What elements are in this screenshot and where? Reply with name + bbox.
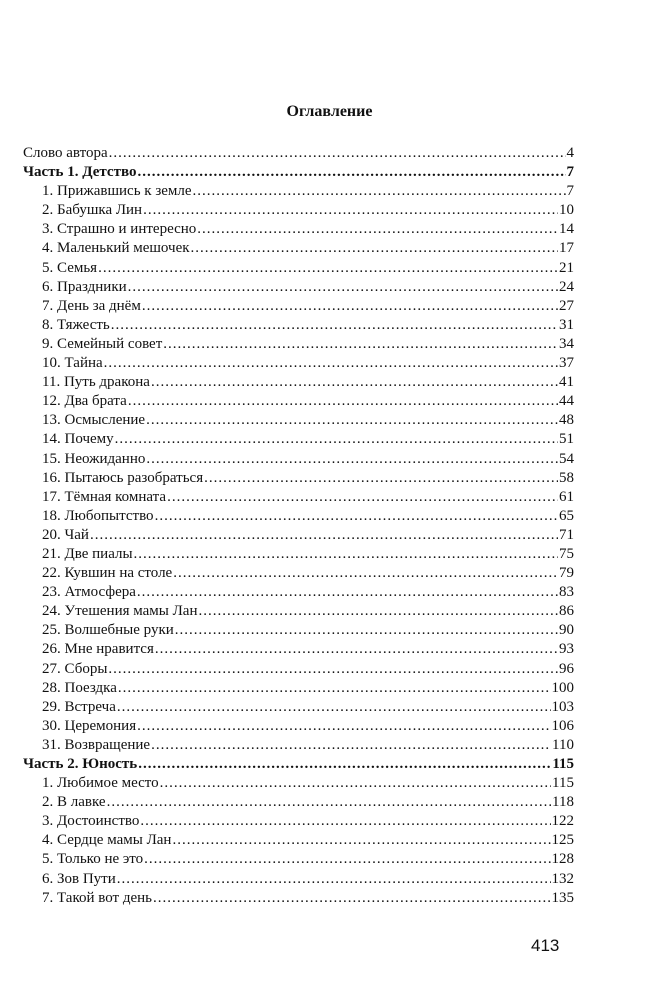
dot-leader [197, 220, 558, 239]
toc-entry-label: 1. Любимое место [42, 775, 159, 792]
toc-entry [23, 354, 574, 373]
toc-entry-page: 7 [566, 164, 574, 181]
dot-leader [107, 793, 551, 812]
toc-entry-page: 83 [559, 584, 574, 601]
toc-entry-page: 17 [559, 240, 574, 257]
toc-entry-label: 21. Две пиалы [42, 545, 133, 562]
toc-entry-page: 54 [559, 450, 574, 467]
dot-leader [167, 488, 558, 507]
dot-leader [108, 660, 558, 679]
toc-entry-page: 128 [551, 851, 574, 868]
toc-entry-label: 22. Кувшин на столе [42, 565, 173, 582]
toc-entry [23, 316, 574, 335]
toc-entry-label: 5. Семья [42, 259, 98, 276]
dot-leader [118, 679, 551, 698]
toc-entry-label: 29. Встреча [42, 698, 116, 715]
dot-leader [90, 526, 558, 545]
toc-entry-page: 75 [559, 545, 574, 562]
dot-leader [146, 450, 558, 469]
dot-leader [191, 239, 558, 258]
toc-entry [23, 736, 574, 755]
dot-leader [173, 564, 558, 583]
toc-entry-page: 135 [551, 889, 574, 906]
toc-entry-page: 65 [559, 507, 574, 524]
toc-entry-page: 93 [559, 641, 574, 658]
toc-entry-page: 58 [559, 469, 574, 486]
dot-leader [128, 278, 558, 297]
toc-entry-page: 100 [551, 679, 574, 696]
toc-entry-label: 4. Сердце мамы Лан [42, 832, 172, 849]
toc-entry-label: 12. Два брата [42, 393, 127, 410]
toc-entry-label: Слово автора [23, 145, 108, 161]
dot-leader [115, 430, 558, 449]
toc-entry-page: 86 [559, 603, 574, 620]
toc-entry-page: 41 [559, 374, 574, 391]
dot-leader [111, 316, 558, 335]
dot-leader [109, 144, 566, 163]
toc-entry-page: 90 [559, 622, 574, 639]
toc-entry-page: 51 [559, 431, 574, 448]
toc-part-entry [23, 163, 574, 182]
toc-entry [23, 889, 574, 908]
toc-entry-label: 27. Сборы [42, 660, 108, 677]
toc-entry-page: 21 [559, 259, 574, 276]
toc-entry-page: 34 [559, 335, 574, 352]
toc-entry [23, 450, 574, 469]
toc-entry-label: Часть 1. Детство [23, 164, 137, 181]
toc-entry-label: 26. Мне нравится [42, 641, 154, 658]
toc-entry [23, 220, 574, 239]
toc-entry [23, 526, 574, 545]
toc-entry [23, 640, 574, 659]
toc-entry-page: 44 [559, 393, 574, 410]
toc-entry-page: 61 [559, 488, 574, 505]
toc-entry-label: 30. Церемония [42, 717, 137, 734]
toc-entry [23, 793, 574, 812]
toc-entry-label: 13. Осмысление [42, 412, 146, 429]
toc-entry-label: 15. Неожиданно [42, 450, 146, 467]
toc-entry-page: 115 [552, 756, 574, 772]
toc-entry-page: 103 [551, 698, 574, 715]
toc-entry-label: 11. Путь дракона [42, 374, 150, 391]
toc-entry-label: 7. Такой вот день [42, 889, 152, 906]
toc-entry-page: 106 [551, 717, 574, 734]
dot-leader [155, 640, 558, 659]
toc-entry-label: 6. Праздники [42, 278, 127, 295]
toc-entry [23, 239, 574, 258]
toc-entry-label: 3. Достоинство [42, 813, 140, 830]
toc-entry-page: 10 [559, 202, 574, 219]
toc-entry-page: 31 [559, 316, 574, 333]
dot-leader [128, 392, 558, 411]
toc-entry-label: 17. Тёмная комната [42, 488, 167, 505]
dot-leader [172, 831, 550, 850]
toc-entry-page: 24 [559, 278, 574, 295]
dot-leader [104, 354, 558, 373]
toc-entry [23, 297, 574, 316]
dot-leader [138, 755, 551, 774]
toc-entry [23, 850, 574, 869]
toc-entry [23, 564, 574, 583]
toc-entry [23, 373, 574, 392]
dot-leader [175, 621, 558, 640]
toc-entry-label: 31. Возвращение [42, 736, 151, 753]
toc-entry-label: 7. День за днём [42, 297, 141, 314]
toc-entry [23, 144, 574, 163]
toc-entry-page: 79 [559, 565, 574, 582]
dot-leader [117, 698, 551, 717]
toc-part-entry [23, 755, 574, 774]
toc-entry-page: 27 [559, 297, 574, 314]
dot-leader [143, 201, 558, 220]
toc-entry-label: 5. Только не это [42, 851, 144, 868]
toc-entry [23, 201, 574, 220]
dot-leader [163, 335, 558, 354]
toc-entry-page: 122 [551, 813, 574, 830]
dot-leader [137, 163, 565, 182]
toc-entry-label: 28. Поездка [42, 679, 117, 696]
dot-leader [98, 259, 558, 278]
dot-leader [137, 583, 558, 602]
toc-entry [23, 870, 574, 889]
toc-entry-page: 48 [559, 412, 574, 429]
toc-entry-page: 115 [552, 775, 574, 792]
toc-entry-label: 9. Семейный совет [42, 335, 163, 352]
toc-entry-page: 132 [551, 870, 574, 887]
toc-entry-label: 2. В лавке [42, 794, 106, 811]
toc-entry-label: 14. Почему [42, 431, 114, 448]
toc-entry [23, 411, 574, 430]
toc-entry-label: 24. Утешения мамы Лан [42, 603, 198, 620]
toc-entry [23, 507, 574, 526]
toc-entry-label: Часть 2. Юность [23, 756, 138, 772]
dot-leader [142, 297, 558, 316]
dot-leader [151, 736, 551, 755]
toc-entry-label: 25. Волшебные руки [42, 622, 174, 639]
toc-entry [23, 583, 574, 602]
dot-leader [117, 870, 551, 889]
toc-entry [23, 774, 574, 793]
toc-entry-label: 4. Маленький мешочек [42, 240, 190, 257]
toc-entry [23, 545, 574, 564]
dot-leader [134, 545, 558, 564]
dot-leader [151, 373, 558, 392]
toc-entry [23, 278, 574, 297]
dot-leader [160, 774, 551, 793]
toc-entry [23, 335, 574, 354]
toc-entry [23, 602, 574, 621]
toc-entry-label: 3. Страшно и интересно [42, 221, 197, 238]
toc-entry-page: 125 [551, 832, 574, 849]
dot-leader [155, 507, 558, 526]
toc-entry [23, 621, 574, 640]
dot-leader [193, 182, 566, 201]
dot-leader [153, 889, 551, 908]
page-number: 413 [531, 936, 560, 955]
toc-entry-page: 71 [559, 526, 574, 543]
toc-entry [23, 679, 574, 698]
toc-entry-page: 4 [566, 145, 574, 161]
toc-entry-label: 6. Зов Пути [42, 870, 116, 887]
toc-entry-page: 7 [566, 183, 574, 200]
toc-entry-label: 23. Атмосфера [42, 584, 136, 601]
dot-leader [140, 812, 550, 831]
toc-entry-page: 110 [552, 736, 574, 753]
toc-entry [23, 698, 574, 717]
toc-entry [23, 392, 574, 411]
page-title: Оглавление [286, 103, 373, 120]
toc-entry-page: 96 [559, 660, 574, 677]
toc-entry-label: 18. Любопытство [42, 507, 154, 524]
dot-leader [146, 411, 558, 430]
toc-entry [23, 831, 574, 850]
toc-entry-label: 10. Тайна [42, 355, 103, 372]
toc-entry-page: 37 [559, 355, 574, 372]
toc-entry [23, 488, 574, 507]
toc-entry-page: 14 [559, 221, 574, 238]
toc-entry-page: 118 [552, 794, 574, 811]
toc-entry [23, 182, 574, 201]
toc-entry [23, 259, 574, 278]
dot-leader [198, 602, 558, 621]
toc-entry-label: 20. Чай [42, 526, 89, 543]
toc-entry [23, 430, 574, 449]
dot-leader [137, 717, 550, 736]
toc-entry [23, 469, 574, 488]
toc-entry [23, 812, 574, 831]
table-of-contents [23, 144, 574, 908]
dot-leader [144, 850, 550, 869]
toc-entry-label: 1. Прижавшись к земле [42, 183, 192, 200]
toc-entry-label: 2. Бабушка Лин [42, 202, 143, 219]
toc-entry-label: 16. Пытаюсь разобраться [42, 469, 204, 486]
toc-entry-label: 8. Тяжесть [42, 316, 110, 333]
dot-leader [204, 469, 558, 488]
toc-entry [23, 660, 574, 679]
toc-entry [23, 717, 574, 736]
